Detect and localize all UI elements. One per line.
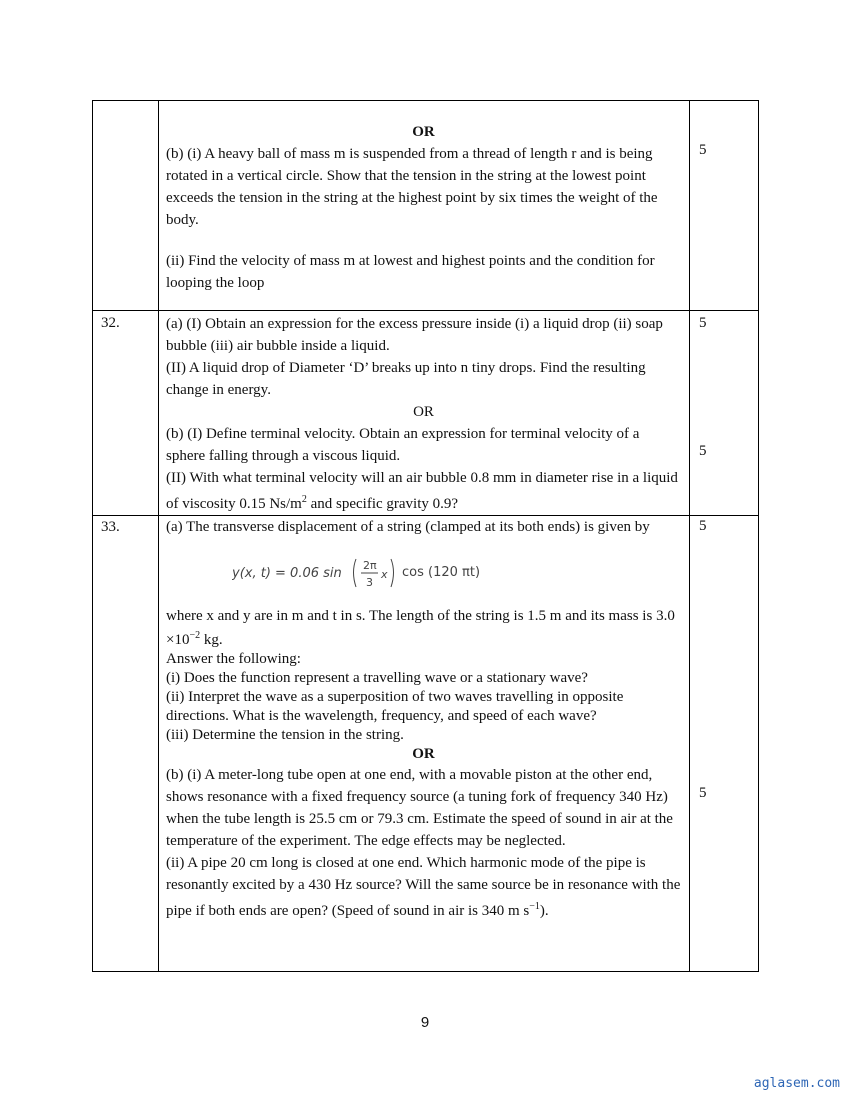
marks-value-b: 5: [699, 443, 707, 459]
part-b-ii: (ii) Find the velocity of mass m at lowest and highest points and the condition for looping the loop: [166, 253, 655, 291]
question-number-cell: [93, 101, 159, 311]
part-b-II: (II) With what terminal velocity will an air bubble 0.8 mm in diameter rise in a liquid of viscosity 0.15 $Ns/m^2$ and specific gravity 0.9?: [166, 470, 678, 512]
part-a-I: (a) (I) Obtain an expression for the excess pressure inside (i) a liquid drop (ii) soap bubble (iii) air bubble inside a liquid.: [166, 316, 663, 354]
page-number: 9: [420, 1014, 430, 1031]
superscript: −1: [529, 901, 540, 912]
question-number-cell: [93, 516, 159, 972]
part-a-i: (i) Does the function represent a travelling wave or a stationary wave?: [166, 670, 588, 686]
marks-value: 5: [699, 142, 707, 158]
marks-value-b: 5: [699, 785, 707, 801]
superscript: 2: [301, 494, 307, 505]
part-b-i: (b) (i) A meter-long tube open at one end, with a movable piston at the other end, shows resonance with a fixed frequency source (a tuning fork of frequency 340 Hz) when the tube length is 25.5 cm or 79.3 cm. Estimate the speed of sound in air at the temperature of the experiment. The edge effects may be neglected.: [166, 767, 673, 849]
wave-equation: [232, 547, 681, 597]
questions-table: [92, 100, 759, 972]
part-a-II: (II) A liquid drop of Diameter ‘D’ breaks up into n tiny drops. Find the resulting change in energy.: [166, 360, 646, 398]
question-number: 32.: [101, 315, 120, 331]
formula-numerator: 2π: [363, 559, 377, 572]
or-label: OR: [412, 746, 435, 762]
part-b-I: (b) (I) Define terminal velocity. Obtain an expression for terminal velocity of a sphere falling through a viscous liquid.: [166, 426, 640, 464]
part-a-iii: (iii) Determine the tension in the string.: [166, 727, 404, 743]
or-label: OR: [412, 124, 435, 140]
part-a-given: where x and y are in m and t in s. The length of the string is 1.5 m and its mass is $3.0 \times 10^{-2}$ kg.: [166, 608, 675, 648]
marks-value-a: 5: [699, 518, 707, 534]
marks-cell: [690, 101, 759, 311]
question-text-cell: [159, 311, 690, 516]
marks-value-a: 5: [699, 315, 707, 331]
formula-denominator: 3: [366, 576, 373, 589]
question-text-cell: [159, 516, 690, 972]
answer-prompt: Answer the following:: [166, 651, 301, 667]
site-watermark[interactable]: aglasem.com: [753, 1076, 840, 1091]
marks-cell: [690, 516, 759, 972]
superscript: −2: [189, 630, 201, 641]
marks-cell: [690, 311, 759, 516]
question-text-cell: [159, 101, 690, 311]
part-b-ii: (ii) A pipe 20 cm long is closed at one end. Which harmonic mode of the pipe is resonantly excited by a 430 Hz source? Will the same source be in resonance with the pipe if both ends are open? (Speed of sound in air is 340 m $s^{-1}$).: [166, 855, 681, 919]
question-number: 33.: [101, 519, 120, 535]
or-label: OR: [413, 404, 434, 420]
part-a-ii: (ii) Interpret the wave as a superposition of two waves travelling in opposite directions. What is the wavelength, frequency, and speed of each wave?: [166, 689, 624, 724]
formula-variable: x: [381, 568, 388, 581]
question-row-33: [93, 516, 759, 972]
formula-lhs: y(x, t) = 0.06 sin: [232, 566, 342, 581]
question-row-31-or: [93, 101, 759, 311]
part-a-intro: (a) The transverse displacement of a string (clamped at its both ends) is given by: [166, 519, 650, 535]
question-sheet: [92, 100, 758, 972]
formula-rhs: cos (120 πt): [402, 564, 481, 580]
question-row-32: [93, 311, 759, 516]
question-number-cell: [93, 311, 159, 516]
part-b-i: (b) (i) A heavy ball of mass m is suspended from a thread of length r and is being rotated in a vertical circle. Show that the tension in the string at the lowest point exceeds the tension in the string at the highest point by six times the weight of the body.: [166, 146, 658, 228]
